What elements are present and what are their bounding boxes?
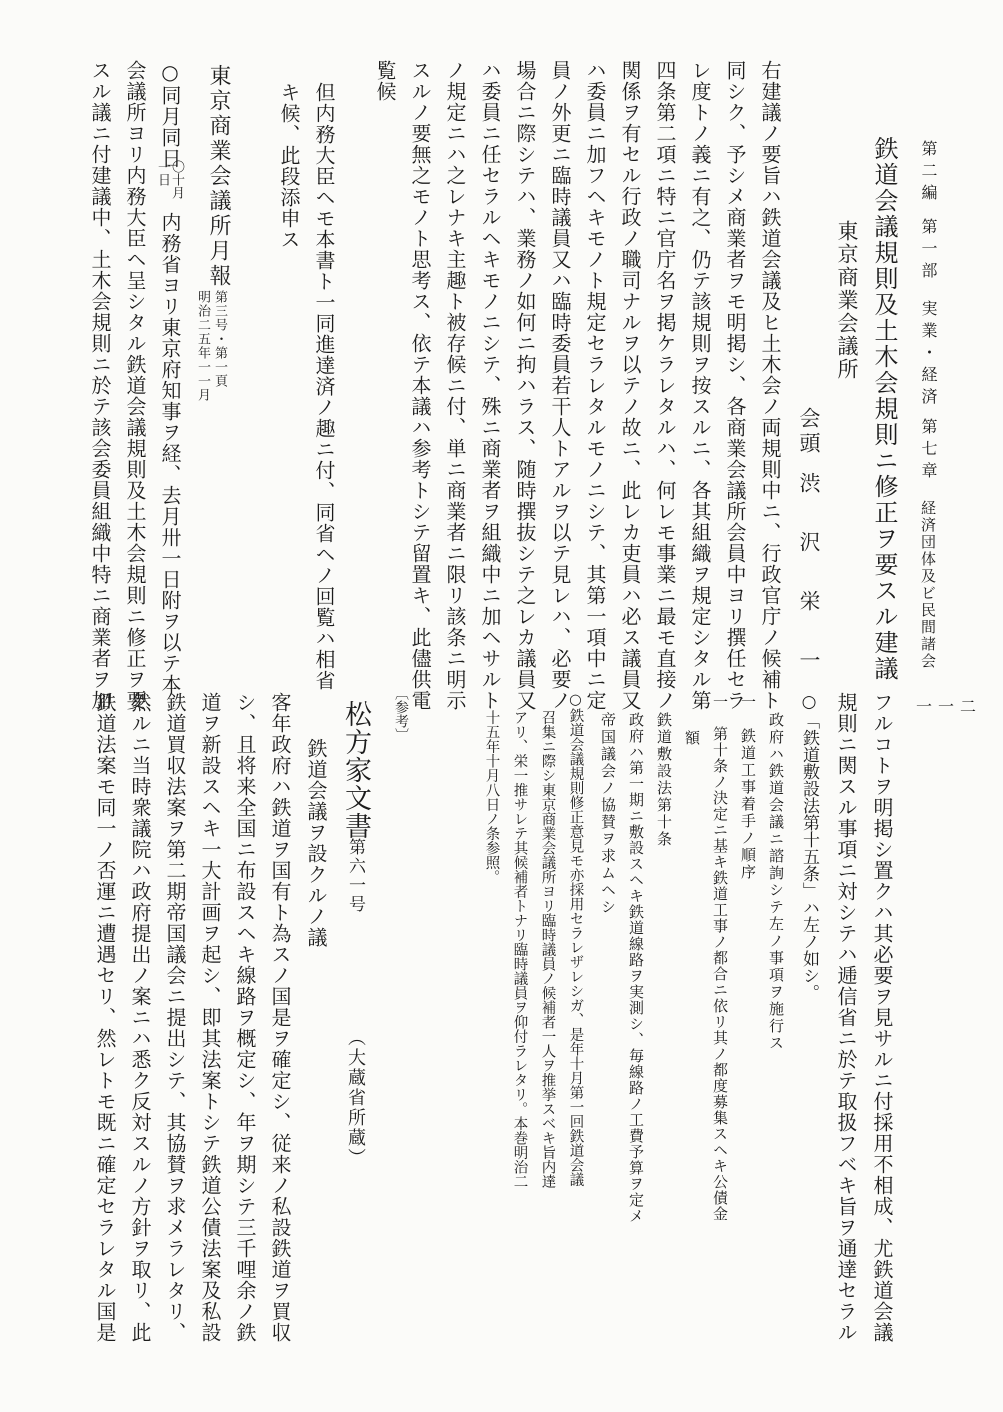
proviso-line: キ候、此段添申ス — [277, 82, 301, 250]
ref-holder: （大蔵省所蔵） — [345, 1028, 366, 1168]
body-line: レ度トノ義ニ有之、仍テ該規則ヲ按スルニ、各其組織ヲ規定シタル第 — [688, 60, 712, 711]
note3-line: ○鉄道会議規則修正意見モ亦採用セラレザレシガ、是年十月第一回鉄道会議 — [567, 692, 584, 1187]
cont-line: フルコトヲ明掲シ置クハ其必要ヲ見サルニ付採用不相成、尤鉄道会議 — [870, 692, 894, 1343]
body-line: 関係ヲ有セル行政ノ職司ナルヲ以テノ故ニ、此レカ吏員ハ必ス議員又 — [618, 60, 642, 711]
ref-body-line: シ、且将来全国ニ布設スヘキ線路ヲ概定シ、年ヲ期シテ三千哩余ノ鉄 — [233, 692, 257, 1343]
note1-line: スル議ニ付建議中、土木会規則ニ於テ該会委員組織中特ニ商業者ヲ加 — [88, 60, 112, 711]
note2-line: 帝国議会ノ協賛ヲ求ムヘシ — [599, 712, 617, 916]
note2-line: 一 鉄道工事着手ノ順序 — [739, 694, 757, 881]
note3-line: アリ、栄一推サレテ其候補者トナリ臨時議員ヲ仰付ラレタリ。本巻明治二 — [511, 710, 528, 1189]
note1-inline-bottom: 一日 — [155, 160, 170, 186]
note2-line: 政府ハ第一期ニ敷設スヘキ鉄道線路ヲ実測シ、毎線路ノ工費予算ヲ定メ — [627, 712, 645, 1224]
cont-line: 規則ニ関スル事項ニ対シテハ逓信省ニ於テ取扱フベキ旨ヲ通達セラル — [834, 692, 858, 1343]
header-chapter-title: 経済団体及ビ民間諸会 — [919, 500, 937, 670]
note1-line: 内務省ヨリ東京府知事ヲ経、去月卅一日附ヲ以テ本 — [158, 212, 182, 695]
header-chapter: 第七章 — [919, 418, 938, 484]
note1-line: 会議所ヨリ内務大臣ヘ呈シタル鉄道会議規則及土木会規則ニ修正ヲ要 — [123, 60, 147, 711]
source-name: 東京商業会議所月報 — [206, 64, 231, 289]
header-category: 実業・経済 — [919, 300, 938, 410]
ref-body-line: 客年政府ハ鉄道ヲ国有ト為スノ国是ヲ確定シ、従来ノ私設鉄道ヲ買収 — [268, 692, 292, 1343]
ref-number: 第六一号 — [345, 838, 365, 914]
ref-body-line: 然ルニ当時衆議院ハ政府提出ノ案ニハ悉ク反対スルノ方針ヲ取リ、此 — [128, 692, 152, 1343]
body-line: ハ委員ニ加フヘキモノト規定セラレタルモノニシテ、其第一項中ニ定 — [583, 60, 607, 711]
note3-line: 十五年十月八日ノ条参照。 — [483, 710, 500, 884]
ref-body-line: 鉄道買収法案ヲ第二期帝国議会ニ提出シテ、其協賛ヲ求メラレタリ、 — [163, 692, 187, 1343]
body-line: 同シク、予シメ商業者ヲモ明掲シ、各商業会議所会員中ヨリ撰任セラ — [723, 60, 747, 711]
signer-title: 会頭 — [797, 407, 821, 457]
body-line: 右建議ノ要旨ハ鉄道会議及ヒ土木会ノ両規則中ニ、行政官庁ノ候補ト — [758, 60, 782, 711]
body-line: ノ規定ニハ之レナキ主趣ト被存候ニ付、単ニ商業者ニ限リ該条ニ明示 — [443, 60, 467, 711]
note3-line: 召集ニ際シ東京商業会議所ヨリ臨時議員ノ候補者一人ヲ推挙スベキ旨内達 — [539, 710, 556, 1189]
ref-title: 鉄道会議ヲ設クルノ議 — [304, 738, 328, 948]
org-name: 東京商業会議所 — [835, 220, 859, 381]
body-line: 場合ニ際シテハ、業務ノ如何ニ拘ハラス、随時撰抜シテ之レカ議員又 — [513, 60, 537, 711]
header-section: 第一部 — [919, 218, 938, 284]
note2-line: 政府ハ鉄道会議ニ諮詢シテ左ノ事項ヲ施行ス — [767, 712, 785, 1052]
page-number: 一一二 — [916, 697, 983, 716]
ref-source: 松方家文書 — [340, 700, 371, 840]
signer-name: 渋 沢 栄 一 — [797, 472, 821, 677]
note2-line: 額 — [683, 730, 701, 748]
body-line: 覧候 — [373, 60, 397, 102]
ref-body-line: 道ヲ新設スヘキ一大計画ヲ起シ、即其法案トシテ鉄道公債法案及私設 — [198, 692, 222, 1343]
note2-line: 一 第十条ノ決定ニ基キ鉄道工事ノ都合ニ依リ其ノ都度募集スヘキ公債金 — [711, 694, 729, 1222]
note1-inline-top: 〇十月 — [169, 160, 184, 199]
body-line: スルノ要無之モノト思考ス、依テ本議ハ参考トシテ留置キ、此儘供電 — [408, 60, 432, 711]
article-title: 鉄道会議規則及土木会規則ニ修正ヲ要スル建議 — [870, 136, 898, 682]
note1-prefix: ○同月同日 — [158, 60, 182, 169]
source-issue: 第三号・第一頁 — [212, 290, 227, 388]
proviso-line: 但内務大臣ヘモ本書ト一同進達済ノ趣ニ付、同省ヘノ回覧ハ相省 — [312, 82, 336, 691]
body-line: 四条第二項ニ特ニ官庁名ヲ掲ケラレタルハ、何レモ事業ニ最モ直接ノ — [653, 60, 677, 711]
ref-body-line: 鉄道法案モ同一ノ否運ニ遭遇セリ、然レトモ既ニ確定セラレタル国是 — [93, 692, 117, 1343]
ref-label: 〔参考〕 — [393, 686, 409, 742]
header-part: 第二編 — [919, 140, 938, 206]
body-line: ハ委員ニ任セラルヘキモノニシテ、殊ニ商業者ヲ組織中ニ加ヘサルト — [478, 60, 502, 711]
note2-line: 鉄道敷設法第十条 — [655, 712, 673, 848]
source-date: 明治二五年一一月 — [195, 290, 210, 402]
body-line: 員ノ外更ニ臨時議員又ハ臨時委員若干人トアルヲ以テ見レハ、必要ノ — [548, 60, 572, 711]
note2-intro: ○「鉄道敷設法第十五条」ハ左ノ如シ。 — [799, 692, 819, 1001]
